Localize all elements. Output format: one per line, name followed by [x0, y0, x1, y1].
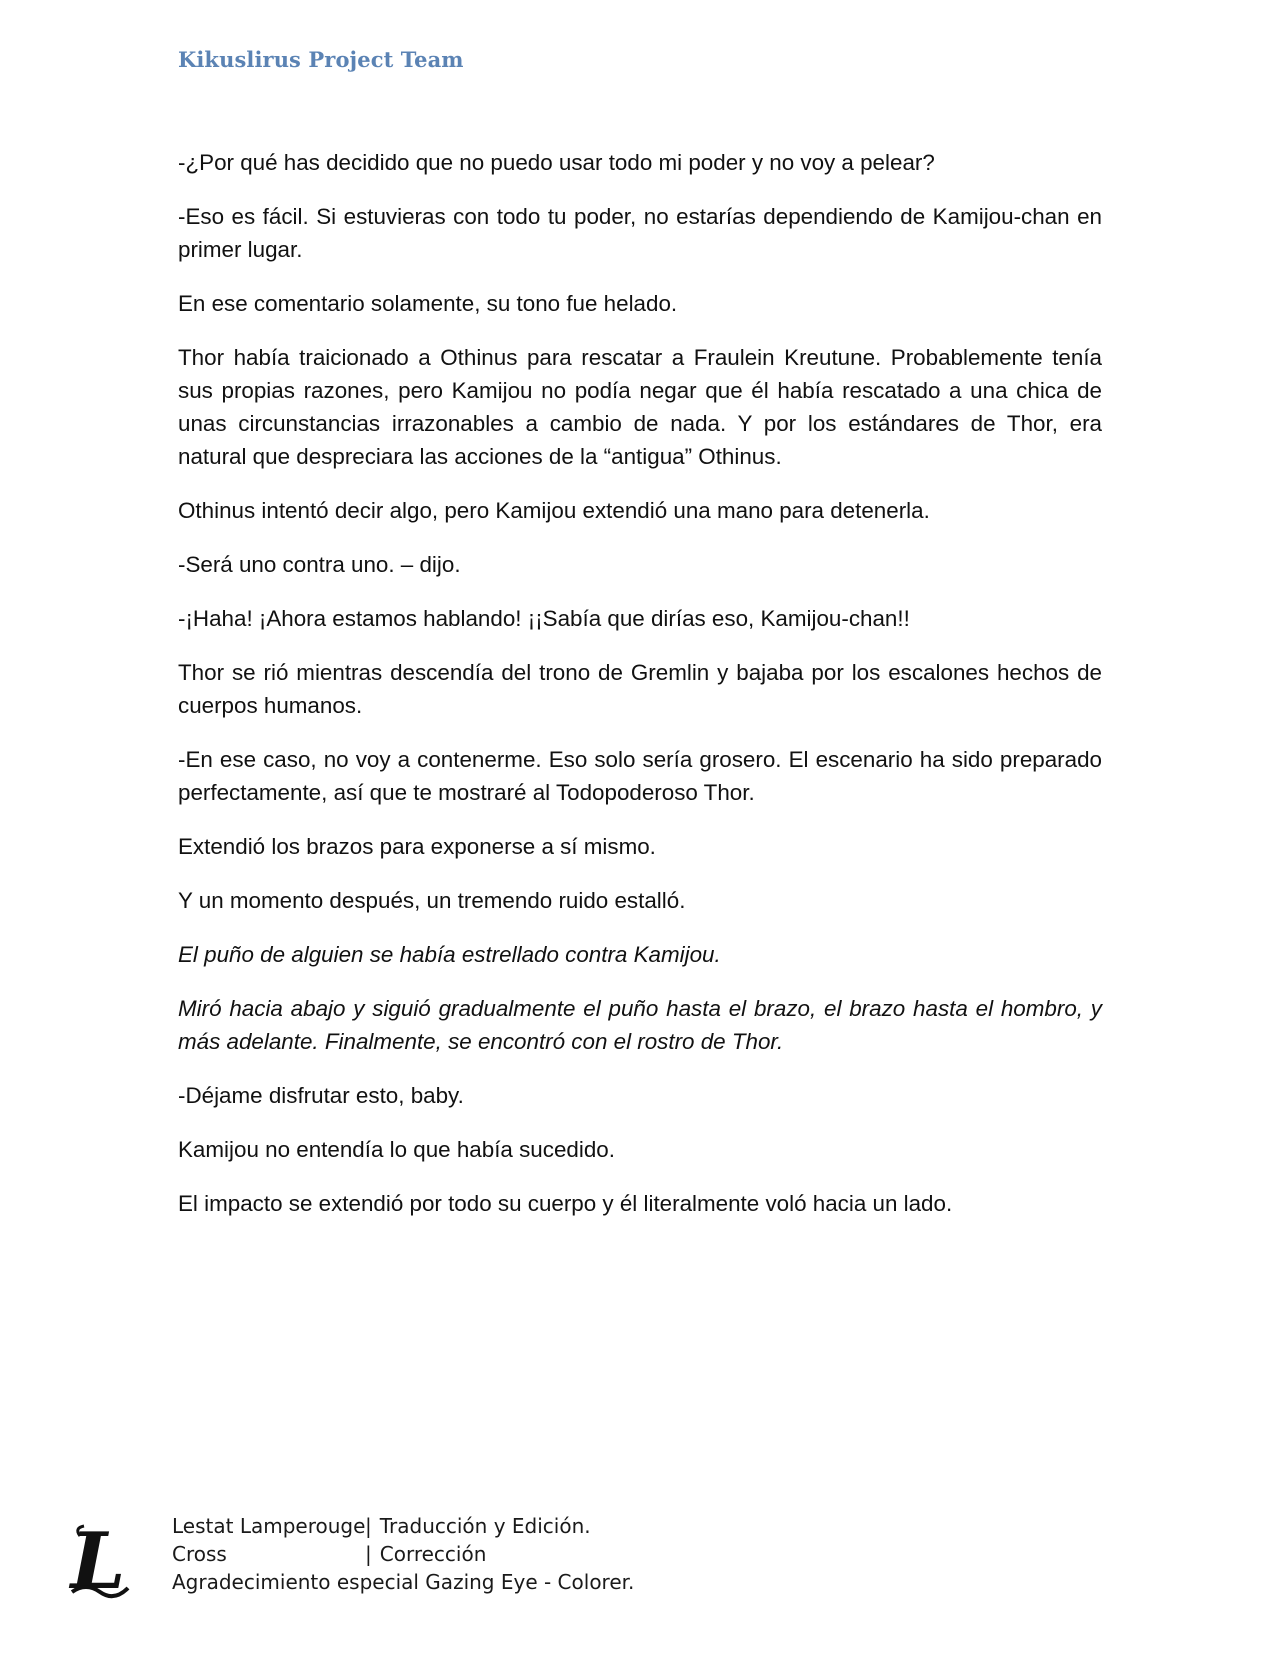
paragraph: -Será uno contra uno. – dijo.: [178, 552, 461, 577]
document-body: [178, 146, 1102, 1241]
paragraph: Kamijou no entendía lo que había sucedido.: [178, 1137, 615, 1162]
page-footer: [66, 1512, 766, 1612]
credit-role: Corrección: [379, 1542, 487, 1566]
paragraph: Thor se rió mientras descendía del trono de Gremlin y bajaba por los escalones hechos de cuerpos humanos.: [178, 660, 1102, 718]
credit-row: [172, 1540, 634, 1568]
paragraph-italic: El puño de alguien se había estrellado contra Kamijou.: [178, 942, 721, 967]
paragraph: Extendió los brazos para exponerse a sí mismo.: [178, 834, 656, 859]
paragraph: Thor había traicionado a Othinus para rescatar a Fraulein Kreutune. Probablemente tenía sus propias razones, pero Kamijou no podía negar que él había rescatado a una chica de unas circunstancias irrazonables a cambio de nada. Y por los estándares de Thor, era natural que despreciara las acciones de la “antigua” Othinus.: [178, 345, 1102, 469]
page-header-title: Kikuslirus Project Team: [178, 47, 464, 72]
logo-letter: L: [70, 1522, 126, 1602]
credit-separator: |: [365, 1514, 372, 1538]
credit-name: Lestat Lamperouge: [172, 1514, 366, 1538]
paragraph: -En ese caso, no voy a contenerme. Eso solo sería grosero. El escenario ha sido preparado perfectamente, así que te mostraré al Todopoderoso Thor.: [178, 747, 1102, 805]
paragraph: -Eso es fácil. Si estuvieras con todo tu poder, no estarías dependiendo de Kamijou-chan en primer lugar.: [178, 204, 1102, 262]
credit-separator: |: [365, 1542, 372, 1566]
paragraph: -¿Por qué has decidido que no puedo usar todo mi poder y no voy a pelear?: [178, 150, 935, 175]
paragraph-italic: Miró hacia abajo y siguió gradualmente el puño hasta el brazo, el brazo hasta el hombro, y más adelante. Finalmente, se encontró con el rostro de Thor.: [178, 996, 1102, 1054]
credit-row: [172, 1512, 634, 1540]
paragraph: El impacto se extendió por todo su cuerpo y él literalmente voló hacia un lado.: [178, 1191, 953, 1216]
paragraph: En ese comentario solamente, su tono fue helado.: [178, 291, 678, 316]
paragraph: -Déjame disfrutar esto, baby.: [178, 1083, 464, 1108]
credit-role: Traducción y Edición.: [379, 1514, 591, 1538]
credit-name: Cross: [172, 1542, 227, 1566]
paragraph: Y un momento después, un tremendo ruido estalló.: [178, 888, 686, 913]
paragraph: Othinus intentó decir algo, pero Kamijou extendió una mano para detenerla.: [178, 498, 930, 523]
credits-block: [172, 1512, 634, 1596]
special-thanks: Agradecimiento especial Gazing Eye - Colorer.: [172, 1570, 635, 1594]
paragraph: -¡Haha! ¡Ahora estamos hablando! ¡¡Sabía que dirías eso, Kamijou-chan!!: [178, 606, 910, 631]
gothic-l-logo: [66, 1522, 130, 1602]
